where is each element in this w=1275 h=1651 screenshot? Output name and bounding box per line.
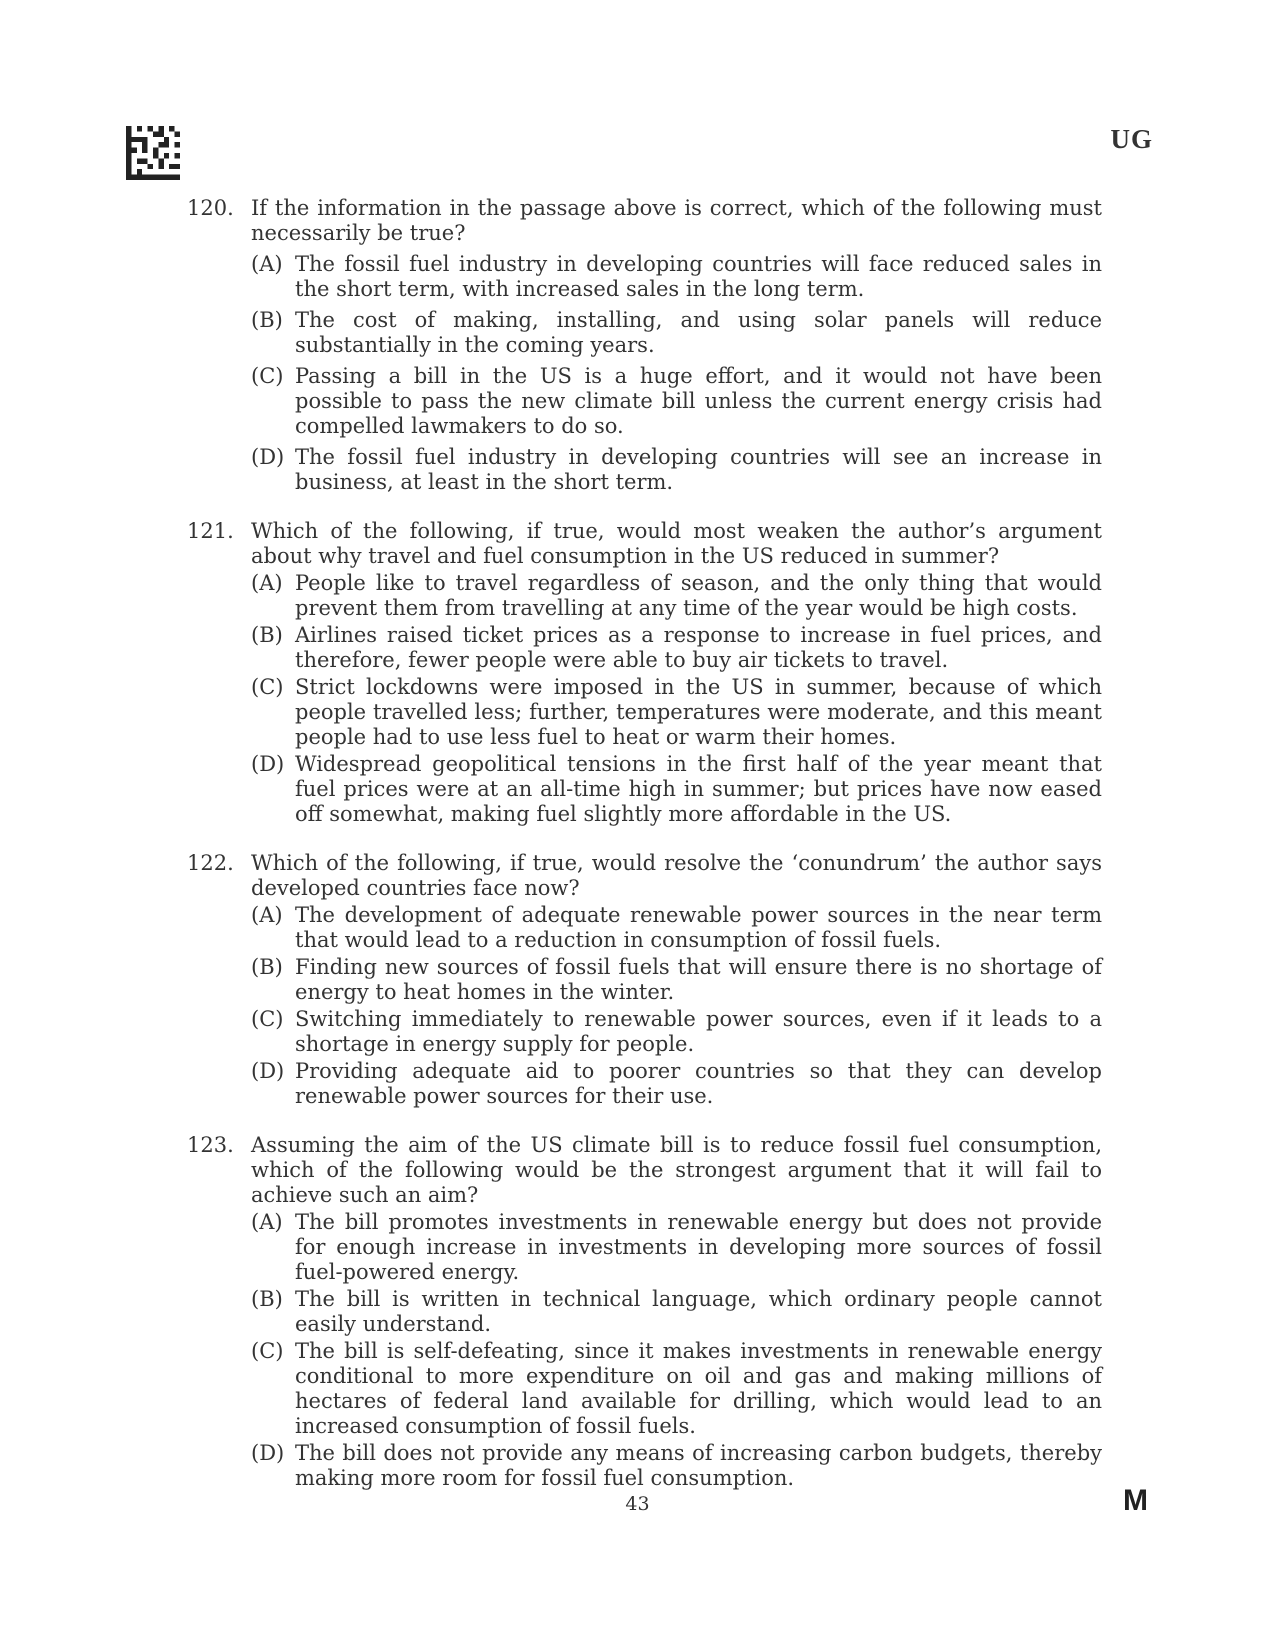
option-list — [251, 252, 1102, 495]
option-c[interactable] — [251, 364, 1102, 439]
option-text: Widespread geopolitical tensions in the first half of the year meant that fuel prices were at an all-time high in summer; but prices have now eased off somewhat, making fuel slightly more affordable in the US. — [295, 752, 1102, 826]
option-text: The bill does not provide any means of increasing carbon budgets, thereby making more room for fossil fuel consumption. — [295, 1441, 1102, 1490]
option-label: (C) — [251, 1007, 284, 1031]
option-a[interactable] — [251, 252, 1102, 302]
option-label: (D) — [251, 752, 285, 776]
option-b[interactable] — [251, 1287, 1102, 1337]
option-list — [251, 571, 1102, 827]
question-122 — [187, 851, 1102, 1109]
option-label: (A) — [251, 571, 283, 595]
option-label: (A) — [251, 903, 283, 927]
option-a[interactable] — [251, 903, 1102, 953]
option-text: The bill is self-defeating, since it makes investments in renewable energy conditional to more expenditure on oil and gas and making millions of hectares of federal land available for drilling, which would lead to an increased consumption of fossil fuels. — [295, 1339, 1102, 1438]
question-120 — [187, 196, 1102, 495]
option-text: The fossil fuel industry in developing countries will see an increase in business, at least in the short term. — [295, 445, 1102, 494]
question-number: 122. — [187, 851, 234, 875]
option-text: The cost of making, installing, and using solar panels will reduce substantially in the coming years. — [295, 308, 1102, 357]
question-121 — [187, 519, 1102, 827]
question-123 — [187, 1133, 1102, 1491]
option-list — [251, 1210, 1102, 1491]
option-b[interactable] — [251, 955, 1102, 1005]
option-text: The bill promotes investments in renewable energy but does not provide for enough increase in investments in developing more sources of fossil fuel-powered energy. — [295, 1210, 1102, 1284]
option-list — [251, 903, 1102, 1109]
option-c[interactable] — [251, 1007, 1102, 1057]
option-label: (D) — [251, 445, 285, 469]
option-a[interactable] — [251, 1210, 1102, 1285]
option-label: (C) — [251, 675, 284, 699]
option-text: Switching immediately to renewable power sources, even if it leads to a shortage in energy supply for people. — [295, 1007, 1102, 1056]
question-list — [187, 196, 1102, 1515]
option-label: (B) — [251, 623, 283, 647]
question-text: Which of the following, if true, would most weaken the author’s argument about why travel and fuel consumption in the US reduced in summer? — [251, 519, 1102, 568]
option-text: Airlines raised ticket prices as a response to increase in fuel prices, and therefore, fewer people were able to buy air tickets to travel. — [295, 623, 1102, 672]
option-text: The development of adequate renewable power sources in the near term that would lead to a reduction in consumption of fossil fuels. — [295, 903, 1102, 952]
option-text: Finding new sources of fossil fuels that will ensure there is no shortage of energy to heat homes in the winter. — [295, 955, 1102, 1004]
option-label: (C) — [251, 364, 284, 388]
exam-code-label: UG — [1110, 124, 1153, 154]
option-c[interactable] — [251, 675, 1102, 750]
option-label: (B) — [251, 308, 283, 332]
option-d[interactable] — [251, 752, 1102, 827]
option-text: People like to travel regardless of season, and the only thing that would prevent them from travelling at any time of the year would be high costs. — [295, 571, 1102, 620]
option-text: Passing a bill in the US is a huge effort, and it would not have been possible to pass the new climate bill unless the current energy crisis had compelled lawmakers to do so. — [295, 364, 1102, 438]
question-text: Assuming the aim of the US climate bill is to reduce fossil fuel consumption, which of the following would be the strongest argument that it will fail to achieve such an aim? — [251, 1133, 1102, 1207]
option-label: (D) — [251, 1059, 285, 1083]
option-b[interactable] — [251, 623, 1102, 673]
question-text: If the information in the passage above is correct, which of the following must necessarily be true? — [251, 196, 1102, 245]
option-label: (B) — [251, 955, 283, 979]
option-d[interactable] — [251, 1441, 1102, 1491]
option-text: The fossil fuel industry in developing countries will face reduced sales in the short term, with increased sales in the long term. — [295, 252, 1102, 301]
option-text: Strict lockdowns were imposed in the US in summer, because of which people travelled less; further, temperatures were moderate, and this meant people had to use less fuel to heat or warm their homes. — [295, 675, 1102, 749]
option-c[interactable] — [251, 1339, 1102, 1439]
qr-code — [126, 126, 180, 180]
option-label: (B) — [251, 1287, 283, 1311]
option-d[interactable] — [251, 1059, 1102, 1109]
option-a[interactable] — [251, 571, 1102, 621]
option-text: Providing adequate aid to poorer countries so that they can develop renewable power sources for their use. — [295, 1059, 1102, 1108]
question-text: Which of the following, if true, would resolve the ‘conundrum’ the author says developed countries face now? — [251, 851, 1102, 900]
option-d[interactable] — [251, 445, 1102, 495]
option-label: (D) — [251, 1441, 285, 1465]
option-b[interactable] — [251, 308, 1102, 358]
option-label: (A) — [251, 252, 283, 276]
option-label: (A) — [251, 1210, 283, 1234]
set-code-label: M — [1123, 1484, 1148, 1517]
question-number: 120. — [187, 196, 234, 220]
question-number: 123. — [187, 1133, 234, 1157]
option-label: (C) — [251, 1339, 284, 1363]
question-number: 121. — [187, 519, 234, 543]
page-number: 43 — [625, 1493, 650, 1515]
option-text: The bill is written in technical language, which ordinary people cannot easily understand. — [295, 1287, 1102, 1336]
